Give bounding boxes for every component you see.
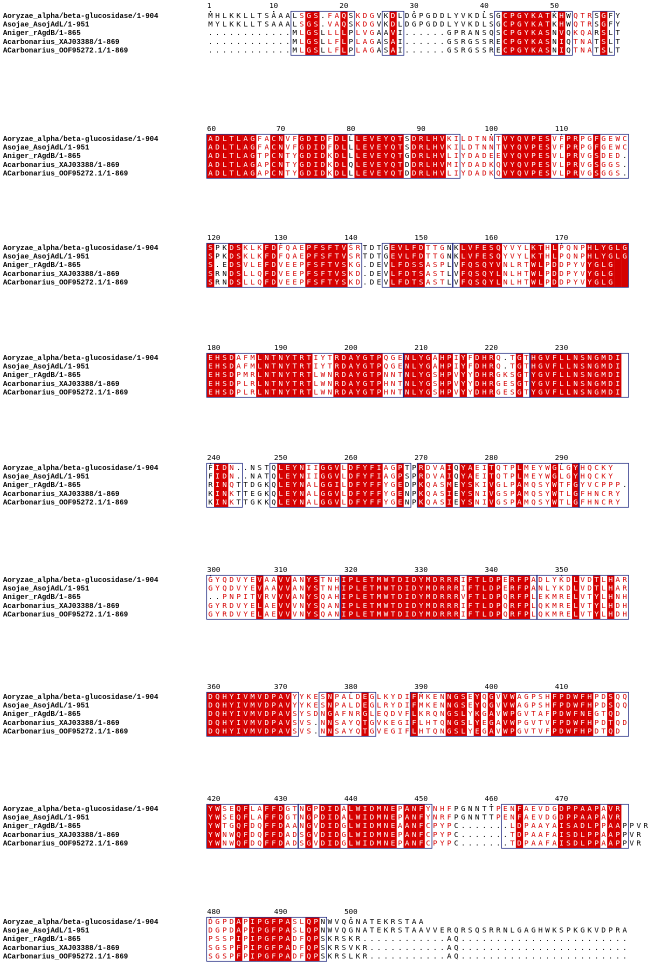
sequence-name: Asojae_AsojAdL/1-951 [3,144,90,153]
sequence-residues: E H S D P L R L N T N Y T R T L W N R D A Y G T P H N T N L Y G S H P V Y Y D H R G E S G T Y G V F L L N S N G M D I [208,378,620,388]
sequence-residues: S R N D S L L Q F D V E E P F S F T V S K D . D E V L F D T S A S T L V F Q S Q Y L N L H T W L P D D P Y V Y G L G [208,268,613,278]
position-number: 390 [414,682,428,691]
sequence-residues: S . E D S V L E F D V E E P F S F T V S K G . D E V L F D S S A S P L V F Q S Q Y V N L R T W L P D D P Y V Y G L G [208,260,613,270]
position-number: 210 [414,343,428,352]
position-number: 440 [344,794,358,803]
sequence-name: Aoryzae_alpha/beta-glucosidase/1-904 [3,355,159,363]
position-number: 100 [484,124,498,133]
alignment-block [3,907,627,961]
sequence-residues: A D L T L A G A P C N T Y G D I D K D L Q L E V E Y Q T D D R L H V M I Y D A D K Q V Y Q V P E S V L P R V G S G G S . [208,159,627,169]
sequence-residues: F I D N . . N A T Q L E Y N I I G G V L D F Y F I A G P S P R D V A I Q Y A E I T Q T P L M E Y W G L G Y H Q C K Y [208,471,613,481]
sequence-name: Acarbonarius_XAJ03388/1-869 [3,380,120,389]
position-number: 500 [344,907,358,916]
position-number: 170 [554,233,569,242]
sequence-name: Acarbonarius_XAJ03388/1-869 [3,490,120,499]
position-number: 120 [207,233,221,242]
position-number: 190 [274,343,288,352]
alignment-block [3,453,629,507]
sequence-residues: M Y L K K L L T S A A A L S G S . V A Q S K D G V K D L D G P G D D L Y V K D L S G C P G Y K A T K H W Q T R S G F Y [208,19,620,29]
position-number: 360 [207,682,221,691]
sequence-name: Aniger_rAgdB/1-865 [3,30,81,39]
position-number: 150 [414,233,428,242]
position-number: 470 [554,794,569,803]
sequence-residues: D Q H Y I V M V D P A V S V S . N N S A Y Q T G V K E G I F L H T Q N G S L Y E G A V W P G V T V F P D W F H P D T Q D [208,717,627,727]
sequence-name: Aoryzae_alpha/beta-glucosidase/1-904 [3,577,159,585]
sequence-residues: D Q H Y I V M V D P A V S Y S D N G A F N R G L E Q D V F L K R Q N G S L Y K G A V W P G V T A F P D W F N E G T Q D [208,709,620,719]
sequence-residues: D Q H Y I V M V D P A V Y Y K E S N P A L D E G L R Y D I F M K E N N G S E Y Q G V V W A G P S H F P D W F H P D S Q Q [208,700,627,710]
sequence-residues: G Y R D V Y E L A E V V V N Y S Q A N I P L E T M W T D I D Y M D R R R I F T L D P Q R F P L Q K M R E L V T Y L H D H [208,600,627,610]
sequence-residues: Y W T G Q F D Q F F D A A N G V D I D G L W I D M N E A A N F C P Y P C . . . . . . . L D P A A Y A I S A D L P P A A P P V R [208,821,648,831]
sequence-residues: D Q H Y I V M V D P A V S V S . N N S A Y Q T G V E G I F L H T Q N G S L Y E G A V W P G V T V F P D W F H P D T Q D [208,726,620,736]
position-number: 340 [484,565,498,574]
sequence-name: ACarbonarius_OOF95272.1/1-869 [3,499,129,508]
sequence-name: ACarbonarius_OOF95272.1/1-869 [3,953,129,962]
sequence-name: Aniger_rAgdB/1-865 [3,153,81,162]
sequence-name: ACarbonarius_OOF95272.1/1-869 [3,279,129,288]
position-number: 1 [207,1,212,10]
sequence-name: Acarbonarius_XAJ03388/1-869 [3,944,120,953]
alignment-block [3,794,649,848]
sequence-residues: E H S D P M R L N T N Y T R T L W N R D A Y G T P N N T N L Y G S H P V Y Y D H R G K S G T Y G V F L L N S N G M D I [208,370,620,380]
position-number: 30 [409,1,419,10]
alignment-block [3,682,629,736]
position-number: 180 [207,343,221,352]
sequence-name: Asojae_AsojAdL/1-951 [3,21,90,30]
sequence-residues: G Y R D V Y E L A E V V V N Y S Q A N I P L E T M W T D I D Y M D R R R I F T L D P Q R F P L Q K M R E L V T Y L H D H [208,609,627,619]
position-number: 420 [207,794,221,803]
position-number: 270 [414,453,428,462]
sequence-residues: A D L T L A G F A C N V F G D I D F D L L L E V E Y Q T S D R L H V K I L D T N N T V Y Q V P E S V F P R P G F G E W C [208,142,627,152]
position-number: 70 [276,124,286,133]
sequence-residues: K I N K T T E G K Q L E Y N A L G G V L D F Y F F Y G E N P K Q A S I E Y S N I V G S P A M Q S Y W T L G F H N C R Y [208,488,620,498]
position-number: 450 [414,794,428,803]
sequence-residues: S G S P F P I P G F P A D F Q P S K R S V K R . . . . . . . . . . . A Q . . . . . . . . . . . . . . . . . . . . . . . . [208,942,627,952]
sequence-name: ACarbonarius_OOF95272.1/1-869 [3,728,129,737]
position-number: 240 [207,453,221,462]
sequence-residues: . . . . . . . . . . . . M L G S L L L L P L V G A A V I . . . . . . G P R A N S Q S C P G Y K A S N V Q K Q A R S L T [208,28,620,38]
position-number: 10 [269,1,279,10]
sequence-name: Asojae_AsojAdL/1-951 [3,363,90,372]
position-number: 90 [416,124,426,133]
position-number: 20 [339,1,349,10]
position-number: 130 [274,233,288,242]
position-number: 220 [484,343,498,352]
position-number: 200 [344,343,358,352]
position-number: 60 [207,124,216,133]
sequence-name: Aniger_rAgdB/1-865 [3,711,81,720]
position-number: 230 [554,343,569,352]
position-number: 260 [344,453,358,462]
position-number: 400 [484,682,498,691]
position-number: 160 [484,233,498,242]
sequence-residues: E H S D A F M L N T N Y T R T I Y T R D A Y G T P Q G E N L Y G A H P I Y F D H R Q . T G T H G V F L L N S N G M D I [208,361,620,371]
sequence-name: Aoryzae_alpha/beta-glucosidase/1-904 [3,245,159,253]
sequence-name: Acarbonarius_XAJ03388/1-869 [3,38,120,47]
position-number: 300 [207,565,221,574]
sequence-name: Asojae_AsojAdL/1-951 [3,702,90,711]
sequence-residues: . . P N P I T V R V V V A N Y S Q A H I P L E T M W T D I D Y M D R R R V F T L D P Q R F P L E K M R E L V T Y L H N H [208,592,627,602]
sequence-name: Aoryzae_alpha/beta-glucosidase/1-904 [3,13,159,21]
sequence-residues: G Y Q D V Y E V A A V V A N Y S T N H I P L E T M W T D I D Y M D R R R I F T L D P E R F P A N L Y K D L V D T L H A R [208,583,627,593]
sequence-name: Acarbonarius_XAJ03388/1-869 [3,270,120,279]
position-number: 480 [207,907,221,916]
sequence-name: Asojae_AsojAdL/1-951 [3,253,90,262]
sequence-name: Aoryzae_alpha/beta-glucosidase/1-904 [3,694,159,702]
position-number: 370 [274,682,288,691]
position-number: 330 [414,565,428,574]
sequence-residues: S P K D S K L K F D F Q A E P F S F T V S R T D T G E V L F D T T G N K L V F E S Q Y V Y L K T H L P Q N P H L Y G L G [208,251,627,261]
sequence-name: ACarbonarius_OOF95272.1/1-869 [3,611,129,620]
sequence-residues: S G S P F P I P G F P A D F Q P S K R S L K R . . . . . . . . . . . A Q . . . . . . . . . . . . . . . . . . . . . . . . [208,951,627,961]
position-number: 430 [274,794,288,803]
sequence-name: Acarbonarius_XAJ03388/1-869 [3,602,120,611]
position-number: 460 [484,794,498,803]
position-number: 140 [344,233,358,242]
sequence-name: ACarbonarius_OOF95272.1/1-869 [3,389,129,398]
position-number: 310 [274,565,288,574]
sequence-residues: A D L T L A G T P C N T Y G D I D K D L L L E V E Y Q T G D R L H V L I Y D A D E E V Y Q V P E S V L P R V G S D E D . [208,151,627,161]
alignment-block [3,343,629,397]
position-number: 280 [484,453,498,462]
position-number: 290 [554,453,569,462]
sequence-residues: Y W S E Q F L A F F D G T N G P D I D A L W I D M N E P A N F Y N R F P G N N T T P E N F A E V D G D P P A A P A V R [208,812,620,822]
alignment-block [3,124,629,178]
sequence-name: ACarbonarius_OOF95272.1/1-869 [3,47,129,56]
sequence-residues: E H S D P L R L N T N Y T R T L W N R D A Y G T P H N T N L Y G S H P V Y Y D H R G E S G T Y G V F L L N S N G M D I [208,387,620,397]
position-number: 380 [344,682,358,691]
sequence-residues: F I D N . . N S T Q L E Y N I I G G V L D F Y F I A G P T P R D V A I Q Y A E I T Q T P L M E Y W G L G Y H Q C K Y [208,463,613,472]
sequence-residues: . . . . . . . . . . . . M L G S L L F L P L A G A S A I . . . . . . G S R G S S R E C P G Y K A S N I Q T N A T S L T [208,45,620,55]
sequence-name: Acarbonarius_XAJ03388/1-869 [3,831,120,840]
alignment-block [3,233,629,287]
sequence-residues: A D L T L A G F A C N V F G D I D F D L L L E V E Y Q T S D R L H V K I L D T N N T V Y Q V P E S V F P R P G F G E W C [208,134,627,143]
sequence-name: Aniger_rAgdB/1-865 [3,823,81,832]
position-number: 50 [550,1,559,10]
sequence-name: Aniger_rAgdB/1-865 [3,482,81,491]
sequence-name: Asojae_AsojAdL/1-951 [3,927,90,936]
sequence-name: Aniger_rAgdB/1-865 [3,372,81,381]
sequence-residues: M H L K K L L T S A A A L S G S . F A Q S K D G V K D L D G P G D D L Y V K D L S G C P G Y K A T K H W Q T R S G F Y [208,11,620,20]
position-number: 350 [554,565,569,574]
sequence-residues: G Y Q D V Y E V A A V V A N Y S T N H I P L E T M W T D I D Y M D R R R I F T L D P E R F P A D L Y K D L V D T L H A R [208,575,627,584]
sequence-name: ACarbonarius_OOF95272.1/1-869 [3,170,129,179]
position-number: 410 [554,682,569,691]
sequence-residues: D Q H Y I V M V D P A V Y Y K E S N P A L D E G L K Y D I F M K E N N G S E Y Q G V V W A G P S H F P D W F H P D S Q Q [208,692,627,701]
alignment-block [3,565,629,619]
sequence-residues: P S S P I P I P G F P A D F Q P S K R S K R . . . . . . . . . . . . A Q . . . . . . . . . . . . . . . . . . . . . . . . [208,934,627,944]
sequence-residues: Y W N W Q F D Q F F D A D S G V D I D G L W I D M N E P A N F C P Y P C . . . . . . . T D P A A F A I S D L P P A A P P V R [208,829,641,839]
position-number: 40 [479,1,489,10]
sequence-residues: R I N Q T T D G K Q L E Y N A L G G I L D F Y F F Y G E D P K Q A S M E Y S K I V G L P A M Q S Y W T F G Y V C P P P . [208,480,627,490]
position-number: 110 [554,124,569,133]
sequence-residues: D G P D A P I P G F P A S L Q P N W V Q G N A T E K R S T A A [208,917,424,926]
sequence-name: Acarbonarius_XAJ03388/1-869 [3,161,120,170]
sequence-name: Aniger_rAgdB/1-865 [3,936,81,945]
position-number: 250 [274,453,288,462]
sequence-residues: E H S D A F M L N T N Y T R T I Y T R D A Y G T P Q G E N L Y G A H P I Y F D H R Q . T G T H G V F L L N S N G M D I [208,353,620,362]
position-number: 80 [346,124,356,133]
sequence-name: Asojae_AsojAdL/1-951 [3,473,90,482]
sequence-name: Asojae_AsojAdL/1-951 [3,585,90,594]
alignment-block [3,1,620,55]
sequence-name: ACarbonarius_OOF95272.1/1-869 [3,840,129,849]
sequence-name: Aoryzae_alpha/beta-glucosidase/1-904 [3,806,159,814]
sequence-residues: . . . . . . . . . . . . M L G S L L F L P L A G A S A I . . . . . . G S R G S S R E C P G Y K A S N I Q T N A T S L T [208,36,620,46]
sequence-residues: S R N D S L L Q F D V E E P F S F T Y S K D . D E V L F D T S A S T L V F Q S Q Y L N L H T W L P D D P Y V Y G L G [208,277,613,287]
sequence-residues: D G P D A P I P G F P A S L Q P N W V Q G N A T E K R S T A A V V E R Q R S Q S R R N L G A G H W K S P K G K V D P R A [208,925,627,935]
sequence-residues: K I N K T T G K K Q L E Y N A L G G V L D F Y F F Y G E N P K Q A S I E Y S N I V G S P A M Q S Y W T L G F H N C R Y [208,497,620,507]
sequence-name: Asojae_AsojAdL/1-951 [3,814,90,823]
sequence-residues: Y W S E Q F L A F F D G T N G P D I D A L W I D M N E P A N F Y N H F P G N N T T P E N F A E V D G D P P A A P A V R [208,804,620,813]
sequence-residues: A D L T L A G A P C N T Y G D I D K D L L L E V E Y Q T D D R L H V L I Y D A D K Q V Y Q V P E S V L P R V G S G G S . [208,168,627,178]
sequence-name: Acarbonarius_XAJ03388/1-869 [3,719,120,728]
sequence-name: Aoryzae_alpha/beta-glucosidase/1-904 [3,919,159,927]
sequence-name: Aniger_rAgdB/1-865 [3,594,81,603]
position-number: 320 [344,565,358,574]
position-number: 490 [274,907,288,916]
sequence-name: Aniger_rAgdB/1-865 [3,262,81,271]
sequence-residues: Y W N W Q F D Q F F D A D S G V D I D G L W I D M N E P A N F C P Y P C . . . . . . . T D P A A F A I S D L P P A A P P V R [208,838,641,848]
sequence-name: Aoryzae_alpha/beta-glucosidase/1-904 [3,136,159,144]
sequence-name: Aoryzae_alpha/beta-glucosidase/1-904 [3,465,159,473]
sequence-residues: S P K D S K L K F D F Q A E P F S F T V S R T D T G E V L F D T T G N K L V F E S Q Y V Y L K T H L P Q N P H L Y G L G [208,243,627,252]
